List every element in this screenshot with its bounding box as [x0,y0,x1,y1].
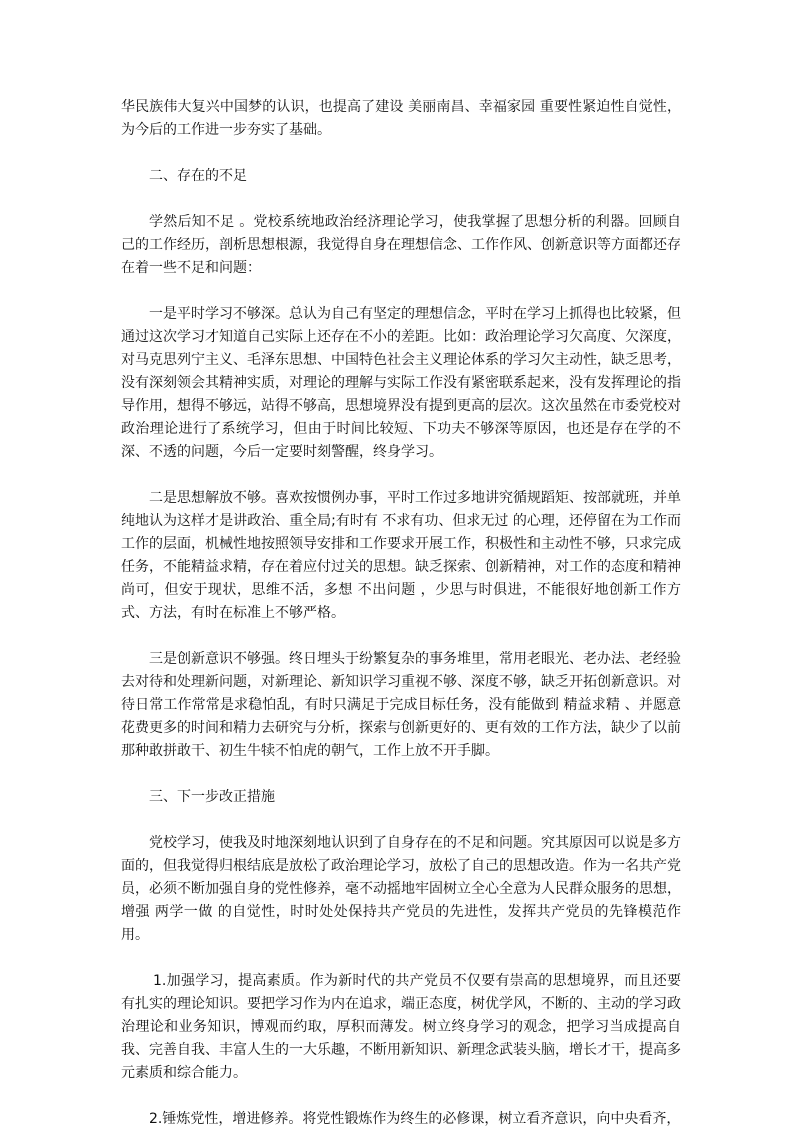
spacer [121,280,681,303]
spacer [121,625,681,648]
spacer [121,1085,681,1108]
spacer [121,947,681,970]
paragraph-deficiency-thinking: 二是思想解放不够。喜欢按惯例办事，平时工作过多地讲究循规蹈矩、按部就班，并单纯地认为这样才是讲政治、重全局;有时有 不求有功、但求无过 的心理，还停留在为工作而工作的层面，机械性地按照领导安排和工作要求开展工作，积极性和主动性不够，只求完成任务，不能精益求精，存在着应付过关的思想。缺乏探索、创新精神，对工作的态度和精神尚可，但安于现状，思维不活，多想 不出问题 ，少思与时俱进，不能很好地创新工作方式、方法，有时在标准上不够严格。 [121,490,681,621]
paragraph-measures-intro: 党校学习，使我及时地深刻地认识到了自身存在的不足和问题。究其原因可以说是多方面的，但我觉得归根结底是放松了政治理论学习，放松了自己的思想改造。作为一名共产党员，必须不断加强自身的党性修养，毫不动摇地牢固树立全心全意为人民群众服务的思想，增强 两学一做 的自觉性，时时处处保持共产党员的先进性，发挥共产党员的先锋模范作用。 [121,835,681,943]
paragraph-measure-party-spirit: 2.锤炼党性，增进修养。将党性锻炼作为终生的必修课，树立看齐意识，向中央看齐， [149,1111,681,1127]
paragraph-measure-study: 1.加强学习，提高素质。作为新时代的共产党员不仅要有崇高的思想境界，而且还要有扎实的理论知识。要把学习作为内在追求，端正态度，树优学风，不断的、主动的学习政治理论和业务知识，博观而约取，厚积而薄发。树立终身学习的观念，把学习当成提高自我、完善自我、丰富人生的一大乐趣，不断用新知识、新理念武装头脑，增长才干，提高多元素质和综合能力。 [121,973,681,1081]
spacer [121,142,681,165]
section-heading-measures: 三、下一步改正措施 [149,789,275,805]
paragraph-deficiencies-intro: 学然后知不足 。党校系统地政治经济理论学习，使我掌握了思想分析的利器。回顾自己的工作经历，剖析思想根源，我觉得自身在理想信念、工作作风、创新意识等方面都还存在着一些不足和问题： [121,214,681,276]
spacer [121,464,681,487]
section-heading-deficiencies: 二、存在的不足 [149,168,247,184]
document-page [121,96,681,1131]
paragraph-deficiency-study: 一是平时学习不够深。总认为自己有坚定的理想信念，平时在学习上抓得也比较紧，但通过这次学习才知道自己实际上还存在不小的差距。比如：政治理论学习欠高度、欠深度，对马克思列宁主义、毛泽东思想、中国特色社会主义理论体系的学习欠主动性，缺乏思考，没有深刻领会其精神实质，对理论的理解与实际工作没有紧密联系起来，没有发挥理论的指导作用，想得不够远，站得不够高，思想境界没有提到更高的层次。这次虽然在市委党校对政治理论进行了系统学习，但由于时间比较短、下功夫不够深等原因，也还是存在学的不深、不透的问题，今后一定要时刻警醒，终身学习。 [121,306,681,460]
spacer [121,763,681,786]
paragraph-deficiency-innovation: 三是创新意识不够强。终日埋头于纷繁复杂的事务堆里，常用老眼光、老办法、老经验去对待和处理新问题，对新理论、新知识学习重视不够、深度不够，缺乏开拓创新意识。对待日常工作常常是求稳怕乱，有时只满足于完成目标任务，没有能做到 精益求精 、并愿意花费更多的时间和精力去研究与分析，探索与创新更好的、更有效的工作方法，缺少了以前那种敢拼敢干、初生牛犊不怕虎的朝气，工作上放不开手脚。 [121,651,681,759]
spacer [121,809,681,832]
spacer [121,188,681,211]
paragraph-intro-continuation: 华民族伟大复兴中国梦的认识，也提高了建设 美丽南昌、幸福家园 重要性紧迫性自觉性，为今后的工作进一步夯实了基础。 [121,99,681,138]
